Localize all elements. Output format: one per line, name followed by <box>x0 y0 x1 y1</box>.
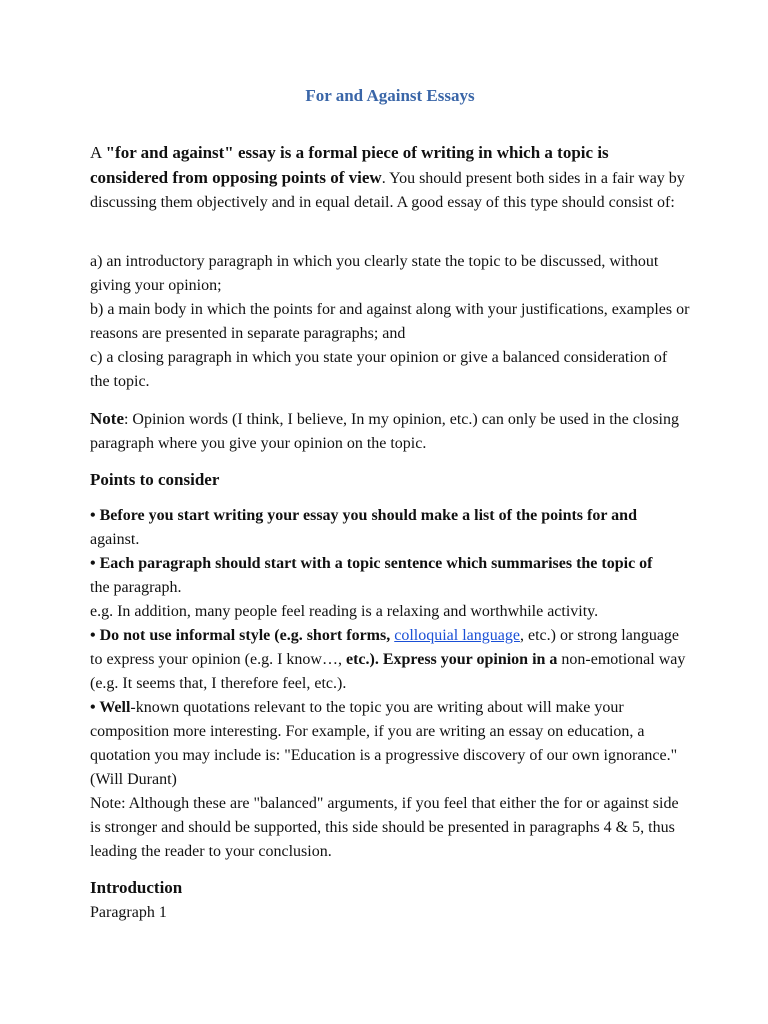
paragraph-1-label: Paragraph 1 <box>90 904 167 921</box>
point-1-bold: • Before you start writing your essay you should make a list of the points for and <box>90 507 637 524</box>
intro-paragraph <box>90 141 690 215</box>
point-3 <box>90 624 690 696</box>
note-text: : Opinion words (I think, I believe, In my opinion, etc.) can only be used in the closing paragraph where you give your opinion on the topic. <box>90 411 679 452</box>
point-2-example: e.g. In addition, many people feel reading is a relaxing and worthwhile activity. <box>90 603 599 620</box>
intro-prefix: A <box>90 143 106 162</box>
intro-rest: . You should present both sides in a fair way by discussing them objectively and in equal detail. A good essay of this type should consist of: <box>90 170 685 211</box>
document-title: For and Against Essays <box>305 86 475 105</box>
essay-part-b: b) a main body in which the points for and against along with your justifications, examples or reasons are presented in separate paragraphs; and <box>90 301 690 342</box>
point-2-bold: • Each paragraph should start with a topic sentence which summarises the topic of <box>90 555 653 572</box>
point-4-bullet: • Well <box>90 699 131 716</box>
point-3-mid: , etc.) or strong language to express your opinion (e.g. I know…, <box>90 627 680 668</box>
point-4 <box>90 696 690 792</box>
points-heading: Points to consider <box>90 470 220 489</box>
colloquial-language-link[interactable]: colloquial language <box>394 627 520 644</box>
point-3-rest: non-emotional way (e.g. It seems that, I therefore feel, etc.). <box>90 651 686 692</box>
point-3-bold: • Do not use informal style (e.g. short forms, <box>90 627 395 644</box>
essay-parts-list <box>90 250 690 394</box>
balanced-note: Note: Although these are "balanced" arguments, if you feel that either the for or against side is stronger and should be supported, this side should be presented in paragraphs 4 & 5, thus leading the reader to your conclusion. <box>90 795 679 860</box>
point-3-bold-2: etc.). Express your opinion in a <box>345 651 558 668</box>
point-2-rest: the paragraph. <box>90 579 182 596</box>
essay-part-c: c) a closing paragraph in which you state your opinion or give a balanced consideration of the topic. <box>90 349 668 390</box>
point-4-text: -known quotations relevant to the topic you are writing about will make your composition more interesting. For example, if you are writing an essay on education, a quotation you may include is: "Education is a progressive discovery of our own ignorance." (Will Durant) <box>90 699 678 788</box>
note-label: Note <box>90 409 124 428</box>
point-1-rest: against. <box>90 531 140 548</box>
points-list <box>90 504 690 864</box>
note-paragraph <box>90 407 690 456</box>
introduction-heading: Introduction <box>90 878 183 897</box>
essay-part-a: a) an introductory paragraph in which you clearly state the topic to be discussed, without giving your opinion; <box>90 253 659 294</box>
intro-definition: "for and against" essay is a formal piece of writing in which a topic is considered from opposing points of view <box>90 143 609 187</box>
